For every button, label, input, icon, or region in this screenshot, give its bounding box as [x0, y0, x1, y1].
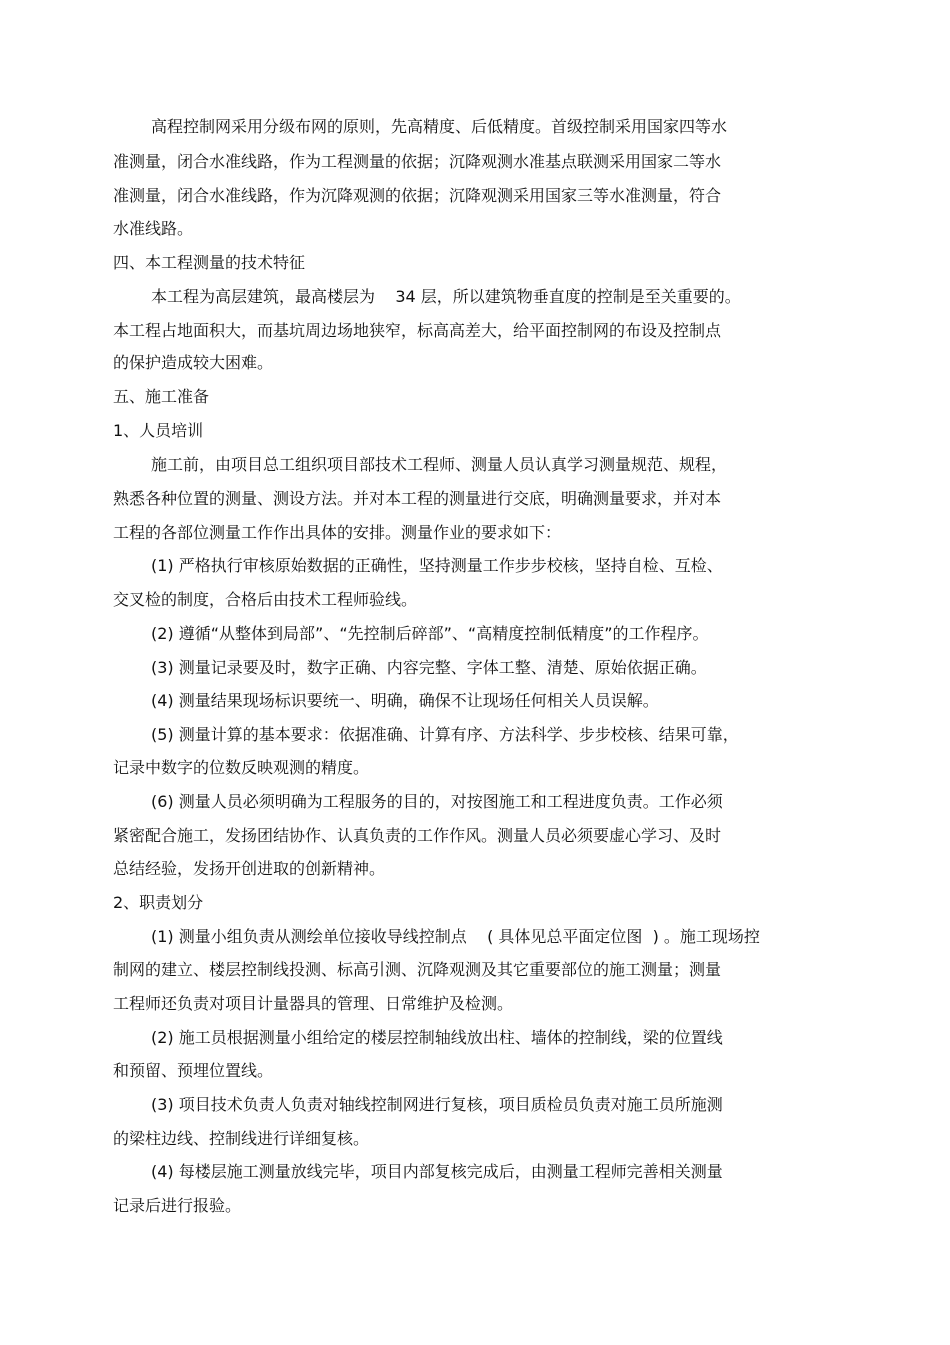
- list-item: (6) 测量人员必须明确为工程服务的目的，对按图施工和工程进度负责。工作必须: [151, 792, 723, 811]
- text-line: 记录中数字的位数反映观测的精度。: [113, 758, 370, 777]
- text-line: 准测量，闭合水准线路，作为工程测量的依据；沉降观测水准基点联测采用国家二等水: [113, 152, 722, 171]
- text-line: 工程师还负责对项目计量器具的管理、日常维护及检测。: [113, 994, 514, 1013]
- text-line: 水准线路。: [113, 219, 194, 238]
- list-item: (4) 每楼层施工测量放线完毕，项目内部复核完成后，由测量工程师完善相关测量: [151, 1162, 723, 1181]
- text-line: 本工程占地面积大，而基坑周边场地狭窄，标高高差大，给平面控制网的布设及控制点: [113, 321, 722, 340]
- text-line: 高程控制网采用分级布网的原则，先高精度、后低精度。首级控制采用国家四等水: [151, 117, 728, 136]
- list-item: (1) 严格执行审核原始数据的正确性，坚持测量工作步步校核，坚持自检、互检、: [151, 556, 723, 575]
- text-line: 紧密配合施工，发扬团结协作、认真负责的工作作风。测量人员必须要虚心学习、及时: [113, 826, 722, 845]
- text-line: 施工前，由项目总工组织项目部技术工程师、测量人员认真学习测量规范、规程，: [151, 455, 728, 474]
- list-item: (2) 遵循“从整体到局部”、“先控制后碎部”、“高精度控制低精度”的工作程序。: [151, 624, 709, 643]
- list-item: (3) 项目技术负责人负责对轴线控制网进行复核，项目质检员负责对施工员所施测: [151, 1095, 723, 1114]
- list-item: (4) 测量结果现场标识要统一、明确，确保不让现场任何相关人员误解。: [151, 691, 659, 710]
- text-line: 的梁柱边线、控制线进行详细复核。: [113, 1129, 370, 1148]
- text-line: 工程的各部位测量工作作出具体的安排。测量作业的要求如下：: [113, 523, 562, 542]
- list-item: (2) 施工员根据测量小组给定的楼层控制轴线放出柱、墙体的控制线，梁的位置线: [151, 1028, 723, 1047]
- text-line: 总结经验，发扬开创进取的创新精神。: [113, 859, 386, 878]
- section-heading: 五、施工准备: [113, 387, 210, 406]
- text-line: 准测量，闭合水准线路，作为沉降观测的依据；沉降观测采用国家三等水准测量，符合: [113, 186, 722, 205]
- section-heading: 四、本工程测量的技术特征: [113, 253, 306, 272]
- text-line: 记录后进行报验。: [113, 1196, 242, 1215]
- text-line: 本工程为高层建筑，最高楼层为 34 层，所以建筑物垂直度的控制是至关重要的。: [151, 287, 741, 306]
- text-line: 制网的建立、楼层控制线投测、标高引测、沉降观测及其它重要部位的施工测量；测量: [113, 960, 722, 979]
- text-line: 和预留、预埋位置线。: [113, 1061, 274, 1080]
- text-line: 交叉检的制度，合格后由技术工程师验线。: [113, 590, 418, 609]
- subsection-heading: 2、职责划分: [113, 893, 204, 912]
- list-item: (5) 测量计算的基本要求：依据准确、计算有序、方法科学、步步校核、结果可靠，: [151, 725, 739, 744]
- list-item: (1) 测量小组负责从测绘单位接收导线控制点 ( 具体见总平面定位图 ) 。施工现场控: [151, 927, 760, 946]
- text-line: 熟悉各种位置的测量、测设方法。并对本工程的测量进行交底，明确测量要求，并对本: [113, 489, 722, 508]
- text-line: 的保护造成较大困难。: [113, 353, 274, 372]
- subsection-heading: 1、人员培训: [113, 421, 204, 440]
- list-item: (3) 测量记录要及时，数字正确、内容完整、字体工整、清楚、原始依据正确。: [151, 658, 707, 677]
